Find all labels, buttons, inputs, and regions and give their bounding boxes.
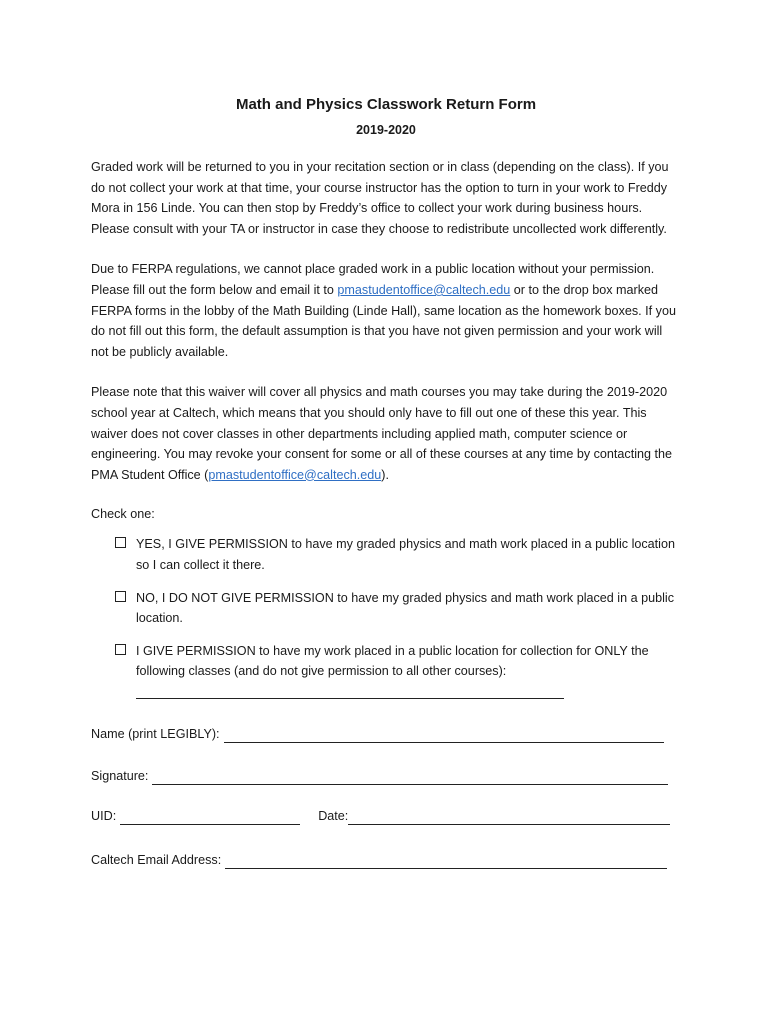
courses-input-line[interactable] [136, 682, 564, 699]
option-specific [91, 641, 681, 699]
check-one-label: Check one: [91, 507, 155, 522]
signature-row [91, 767, 681, 785]
option-yes [91, 534, 681, 575]
email-row [91, 851, 681, 869]
email-field[interactable] [225, 854, 667, 869]
date-field[interactable] [348, 810, 670, 825]
page-title: Math and Physics Classwork Return Form [235, 96, 537, 113]
checkbox-no[interactable] [115, 591, 126, 602]
form-page [91, 94, 681, 869]
uid-date-row [91, 807, 681, 825]
signature-label: Signature: [91, 768, 149, 783]
intro-paragraph: Graded work will be returned to you in your recitation section or in class (depending on the class). If you do not collect your work at that time, your course instructor has the option to turn in your work to Freddy Mora in 156 Linde. You can then stop by Freddy’s office to collect your work during business hours. Please consult with your TA or instructor in case they choose to redistribute uncollected work differently. [91, 160, 669, 236]
waiver-text-end: ). [381, 467, 389, 482]
uid-field[interactable] [120, 810, 300, 825]
signature-field[interactable] [152, 770, 668, 785]
ferpa-text-start: Due to FERPA regulations, we cannot place graded work in a public location without your permission. Please fill out the form below and email it to [91, 262, 655, 297]
option-yes-label: YES, I GIVE PERMISSION to have my graded physics and math work placed in a public location so I can collect it there. [136, 537, 675, 572]
office-email-link[interactable]: pmastudentoffice@caltech.edu [208, 467, 382, 482]
date-label: Date: [318, 808, 349, 823]
name-label: Name (print LEGIBLY): [91, 726, 220, 741]
ferpa-paragraph [91, 259, 681, 362]
uid-label: UID: [91, 808, 117, 823]
ferpa-text-end: or to the drop box marked FERPA forms in the lobby of the Math Building (Linde Hall), same location as the homework boxes. If you do not fill out this form, the default assumption is that you have not given permission and your work will not be publicly available. [91, 282, 676, 359]
option-specific-label: I GIVE PERMISSION to have my work placed in a public location for collection for ONLY the following classes (and do not give permission to all other courses): [136, 643, 649, 679]
checkbox-yes[interactable] [115, 537, 126, 548]
email-label: Caltech Email Address: [91, 852, 222, 867]
email-link[interactable]: pmastudentoffice@caltech.edu [337, 282, 511, 297]
name-field[interactable] [224, 728, 664, 743]
school-year: 2019-2020 [356, 123, 416, 137]
option-no [91, 588, 681, 629]
checkbox-specific[interactable] [115, 644, 126, 655]
name-row [91, 725, 681, 743]
option-no-label: NO, I DO NOT GIVE PERMISSION to have my graded physics and math work placed in a public location. [136, 590, 675, 626]
waiver-paragraph [91, 382, 681, 485]
waiver-text-start: Please note that this waiver will cover all physics and math courses you may take during the 2019-2020 school year at Caltech, which means that you should only have to fill out one of these this year. This waiver does not cover classes in other departments including applied math, computer science or engineering. You may revoke your consent for some or all of these courses at any time by contacting the PMA Student Office ( [91, 385, 673, 482]
